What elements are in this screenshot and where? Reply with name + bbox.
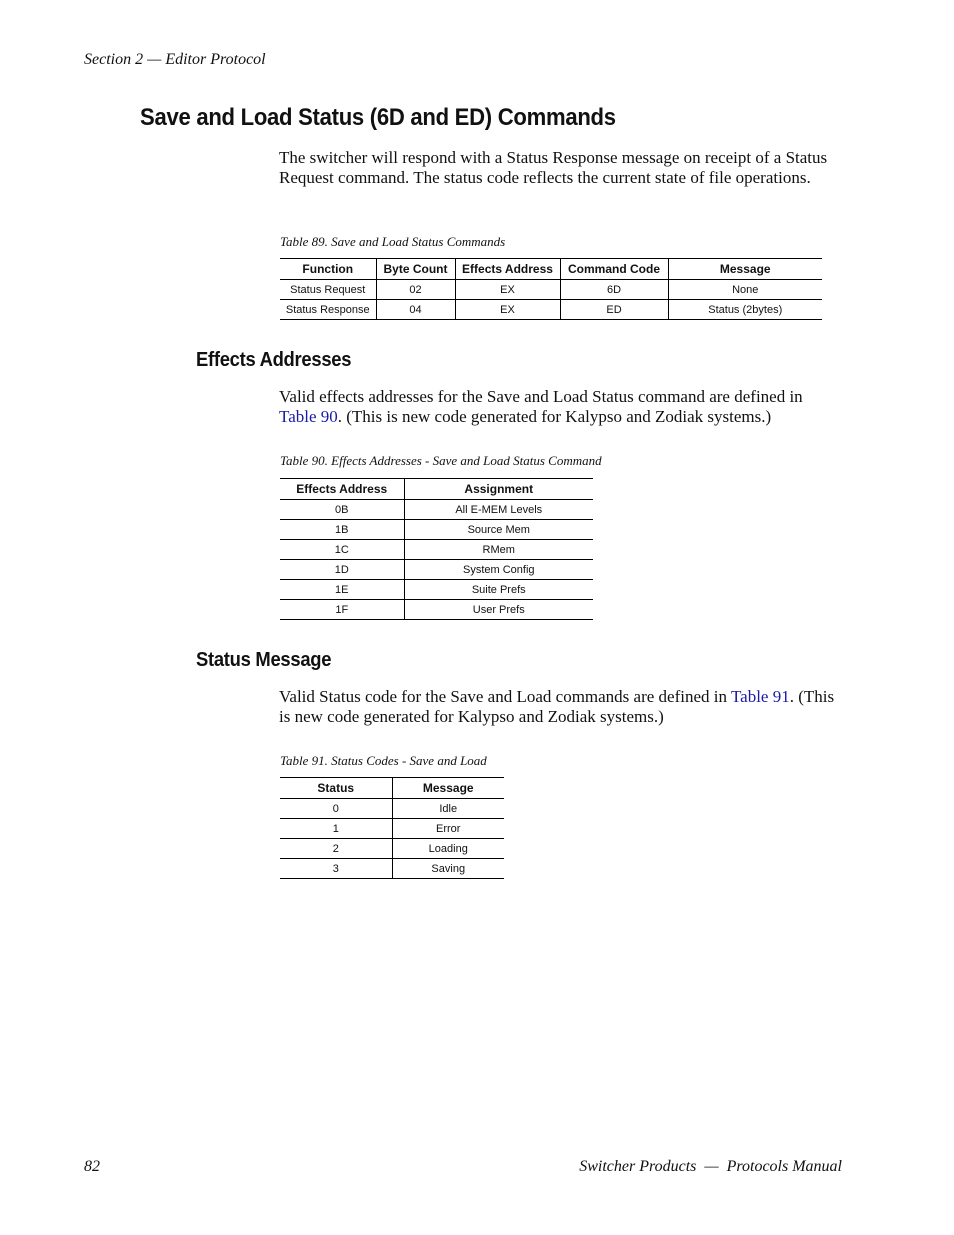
table-90-caption: Table 90. Effects Addresses - Save and Load Status Command xyxy=(280,453,602,468)
table-cell: Status (2bytes) xyxy=(668,300,822,320)
table-cell: 04 xyxy=(376,300,455,320)
table-row xyxy=(280,560,593,580)
effects-addresses-heading: Effects Addresses xyxy=(196,349,352,371)
table-header-row xyxy=(280,259,822,280)
table-cell: 02 xyxy=(376,280,455,300)
paragraph-text: Valid Status code for the Save and Load commands are defined in xyxy=(279,687,731,706)
table-cell: RMem xyxy=(404,540,593,560)
table-cell: ED xyxy=(560,300,668,320)
table-cell: Loading xyxy=(392,839,504,859)
status-message-heading: Status Message xyxy=(196,649,332,671)
table-cell: 6D xyxy=(560,280,668,300)
table-header-row xyxy=(280,479,593,500)
column-header: Byte Count xyxy=(376,259,455,280)
table-cell: Error xyxy=(392,819,504,839)
column-header: Status xyxy=(280,778,392,799)
column-header: Command Code xyxy=(560,259,668,280)
table-cell: 0 xyxy=(280,799,392,819)
section-title: Save and Load Status (6D and ED) Commands xyxy=(140,104,616,131)
manual-title: Switcher Products — Protocols Manual xyxy=(579,1158,842,1175)
page-number: 82 xyxy=(84,1158,100,1175)
table-cell: User Prefs xyxy=(404,600,593,620)
table-cell: Suite Prefs xyxy=(404,580,593,600)
table-row xyxy=(280,540,593,560)
table-cell: EX xyxy=(455,300,560,320)
table-cell: Source Mem xyxy=(404,520,593,540)
column-header: Message xyxy=(392,778,504,799)
table-row xyxy=(280,799,504,819)
table-row xyxy=(280,839,504,859)
table-cell: 1D xyxy=(280,560,404,580)
table-91 xyxy=(280,777,504,879)
table-cell: None xyxy=(668,280,822,300)
table-cell: Idle xyxy=(392,799,504,819)
table-cell: 1C xyxy=(280,540,404,560)
table-row xyxy=(280,300,822,320)
table-row xyxy=(280,280,822,300)
running-head: Section 2 — Editor Protocol xyxy=(84,51,266,68)
table-91-link[interactable]: Table 91 xyxy=(730,687,790,706)
table-90 xyxy=(280,478,593,620)
table-row xyxy=(280,580,593,600)
table-cell: 1E xyxy=(280,580,404,600)
table-row xyxy=(280,819,504,839)
column-header: Message xyxy=(668,259,822,280)
table-row xyxy=(280,520,593,540)
table-cell: 1 xyxy=(280,819,392,839)
paragraph-text: Valid effects addresses for the Save and Load Status command are defined in xyxy=(279,387,803,406)
table-cell: All E-MEM Levels xyxy=(404,500,593,520)
table-cell: 2 xyxy=(280,839,392,859)
table-row xyxy=(280,500,593,520)
table-cell: Status Request xyxy=(280,280,376,300)
table-91-caption: Table 91. Status Codes - Save and Load xyxy=(280,753,487,768)
paragraph-text: . (This is new code generated for Kalypso and Zodiak systems.) xyxy=(337,407,772,426)
table-cell: Saving xyxy=(392,859,504,879)
table-cell: Status Response xyxy=(280,300,376,320)
column-header: Effects Address xyxy=(280,479,404,500)
table-cell: 0B xyxy=(280,500,404,520)
table-cell: 3 xyxy=(280,859,392,879)
table-89 xyxy=(280,258,822,320)
table-cell: 1B xyxy=(280,520,404,540)
column-header: Effects Address xyxy=(455,259,560,280)
table-cell: 1F xyxy=(280,600,404,620)
effects-paragraph xyxy=(279,387,844,427)
table-row xyxy=(280,600,593,620)
table-cell: System Config xyxy=(404,560,593,580)
intro-paragraph: The switcher will respond with a Status Response message on receipt of a Status Request command. The status code reflects the current state of file operations. xyxy=(279,148,828,187)
column-header: Assignment xyxy=(404,479,593,500)
column-header: Function xyxy=(280,259,376,280)
table-header-row xyxy=(280,778,504,799)
table-row xyxy=(280,859,504,879)
table-90-link[interactable]: Table 90 xyxy=(279,407,338,426)
table-cell: EX xyxy=(455,280,560,300)
paragraph-text: . (This is new code generated for Kalypso and Zodiak systems.) xyxy=(279,687,835,726)
status-paragraph xyxy=(279,687,844,727)
table-89-caption: Table 89. Save and Load Status Commands xyxy=(280,234,506,249)
